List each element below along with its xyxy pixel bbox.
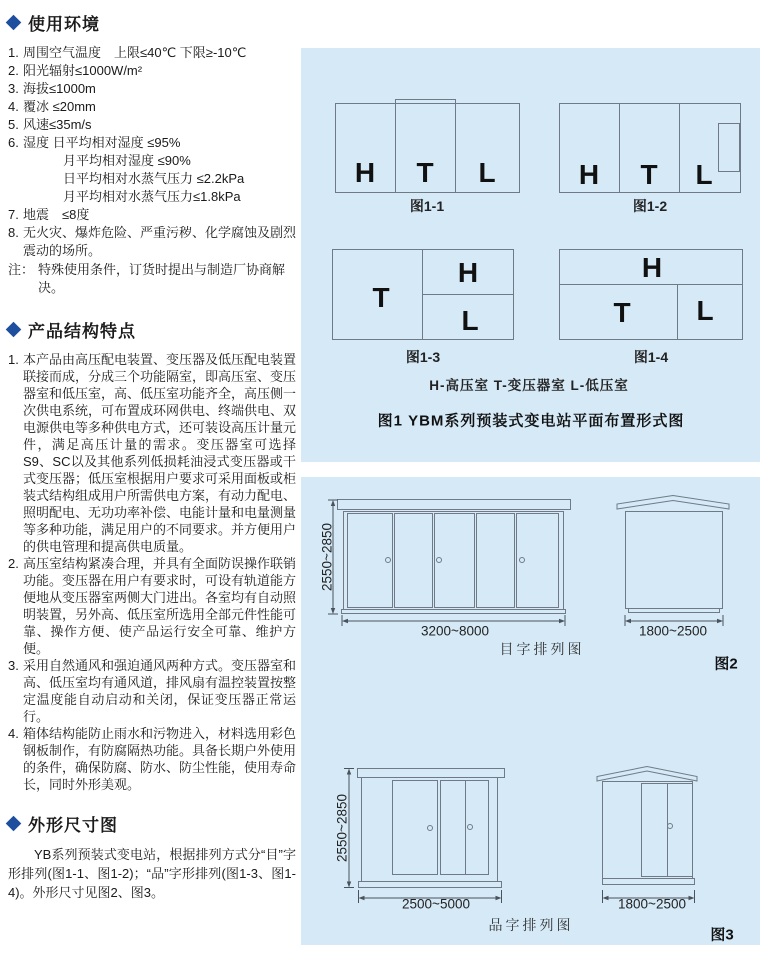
fig2-height-dimension: 2550~2850 [319, 523, 335, 591]
cell-label-L: L [695, 159, 713, 190]
cabinet-body [603, 782, 693, 879]
env-item: 6. 湿度 日平均相对湿度 ≤95% [8, 135, 181, 150]
section-title: 使用环境 [28, 15, 100, 34]
fig2-side-width-dimension: 1800~2500 [639, 623, 707, 639]
fig1-1-plan-drawing [334, 98, 521, 194]
fig2-front-elevation-drawing [315, 490, 575, 630]
door-panel [435, 514, 475, 608]
cell-label-H: H [354, 157, 376, 188]
dimension-figures-panel [301, 477, 760, 945]
fig3-height-dimension: 2550~2850 [334, 794, 350, 862]
feature-item: 2. 高压室结构紧凑合理，并具有全面防误操作联销功能。变压器在用户有要求时，可设有轨道能方便地从变压器室两侧大门进出。各室均有自动照明装置，另外高、低压室所选用全部元件性能可靠、操作方便、使产品运行安全可靠、维护方便。 [8, 556, 297, 656]
base-skirt [342, 610, 566, 614]
cell-label-H: H [457, 257, 479, 288]
diamond-bullet-icon [6, 15, 22, 31]
peaked-roof [597, 767, 697, 782]
feature-item: 1. 本产品由高压配电装置、变压器及低压配电装置联接而成，分成三个功能隔室，即高压室、变压器室和低压室，高、低压室功能齐全，高压侧一次供电系统，可布置成环网供电、终端供电、双电源供电等多种供电方式，还可装设高压计量元件，满足高压计量的需求。变压器室可选择S9、SC以及其他系列低损耗油浸式变压器或干式变压器；低压室根据用户要求可采用面板或柜装式结构组成用户所需供电方案，有动力配电、照明配电、无功功率补偿、电能计量和电量测量等多种功能，满足用户的不同要求。并方便用户的供电管理和提高供电质量。 [8, 352, 297, 554]
roof-slab [338, 500, 571, 510]
section-title: 产品结构特点 [28, 322, 136, 341]
env-note: 注： 特殊使用条件，订货时提出与制造厂协商解决。 [8, 262, 286, 295]
base-skirt [629, 609, 720, 613]
fig3-front-width-dimension: 2500~5000 [402, 896, 470, 912]
fig1-2-plan-drawing [558, 98, 742, 194]
fig2-side-elevation-drawing [612, 490, 737, 630]
fig3-number: 图3 [710, 926, 734, 944]
cell-label-T: T [640, 159, 658, 190]
cabinet-body [344, 512, 564, 610]
cell-label-L: L [461, 305, 479, 336]
door-panel [393, 781, 438, 875]
fig1-4-caption: 图1-4 [633, 349, 669, 365]
fig1-3-plan-drawing [331, 248, 515, 341]
cell-label-H: H [578, 159, 600, 190]
env-item: 4. 覆冰 ≤20mm [8, 99, 96, 114]
fig3-side-width-dimension: 1800~2500 [618, 896, 686, 912]
cell-label-L: L [478, 157, 496, 188]
section-header-dimensions [8, 811, 296, 836]
cell-label-T: T [416, 157, 434, 188]
fig2-caption: 目字排列图 [499, 641, 585, 657]
section-header-features [8, 317, 296, 342]
cell-label-T: T [613, 297, 631, 328]
plan-legend: H-高压室 T-变压器室 L-低压室 [429, 378, 629, 393]
env-subitem: 月平均相对水蒸气压力≤1.8kPa [63, 189, 241, 204]
door-handle [668, 824, 673, 829]
cabinet-body [626, 512, 723, 609]
env-item: 3. 海拔≤1000m [8, 81, 96, 96]
fig3-front-elevation-drawing [330, 760, 515, 905]
door-handle [437, 558, 442, 563]
feature-item: 4. 箱体结构能防止雨水和污物进入，材料选用彩色钢板制作，有防腐隔热功能。具备长期户外使用的条件，确保防腐、防水、防尘性能，使用寿命长，同时外形美观。 [8, 726, 297, 792]
door-panel [441, 781, 489, 875]
door-panel [517, 514, 559, 608]
cabinet-body [362, 778, 498, 882]
fig2-number: 图2 [714, 655, 738, 673]
door-handle [520, 558, 525, 563]
door-handle [468, 825, 473, 830]
env-subitem: 日平均相对水蒸气压力 ≤2.2kPa [63, 171, 245, 186]
peaked-roof [617, 496, 729, 510]
door-handle [428, 826, 433, 831]
door-panel [395, 514, 433, 608]
env-item: 1. 周围空气温度 上限≤40℃ 下限≥-10℃ [8, 45, 247, 60]
fig3-caption: 品字排列图 [488, 917, 574, 933]
fig3-side-elevation-drawing [587, 760, 702, 905]
dimensions-paragraph: YB系列预装式变电站，根据排列方式分“目”字形排列(图1-1、图1-2)；“品”字形排列(图1-3、图1-4)。外形尺寸见图2、图3。 [8, 847, 296, 900]
base-skirt [603, 879, 695, 885]
env-item: 8. 无火灾、爆炸危险、严重污秽、化学腐蚀及剧烈震动的场所。 [8, 225, 297, 258]
env-item: 7. 地震 ≤8度 [8, 207, 90, 222]
fig1-2-caption: 图1-2 [632, 198, 668, 214]
fig1-3-caption: 图1-3 [405, 349, 441, 365]
fig1-4-plan-drawing [558, 248, 744, 341]
env-subitem: 月平均相对湿度 ≤90% [63, 153, 191, 168]
fig2-front-width-dimension: 3200~8000 [421, 623, 489, 639]
base-skirt [359, 882, 502, 888]
cell-label-L: L [696, 295, 714, 326]
door-handle [386, 558, 391, 563]
env-item: 5. 风速≤35m/s [8, 117, 92, 132]
cell-label-T: T [372, 282, 390, 313]
roof-slab [358, 769, 505, 778]
env-item: 2. 阳光辐射≤1000W/m² [8, 63, 143, 78]
fig1-1-caption: 图1-1 [409, 198, 445, 214]
left-text-column [8, 6, 296, 902]
diamond-bullet-icon [6, 816, 22, 832]
diamond-bullet-icon [6, 322, 22, 338]
section-title: 外形尺寸图 [28, 816, 118, 835]
section-header-environment [8, 10, 296, 35]
fig1-title: 图1 YBM系列预装式变电站平面布置形式图 [377, 412, 685, 430]
layout-figures-panel [301, 48, 760, 462]
feature-item: 3. 采用自然通风和强迫通风两种方式。变压器室和高、低压室均有通风道，排风扇有温控装置按整定温度能自动启动和关闭，保证变压器正常运行。 [8, 658, 297, 724]
cell-label-H: H [641, 252, 663, 283]
door-panel [477, 514, 515, 608]
